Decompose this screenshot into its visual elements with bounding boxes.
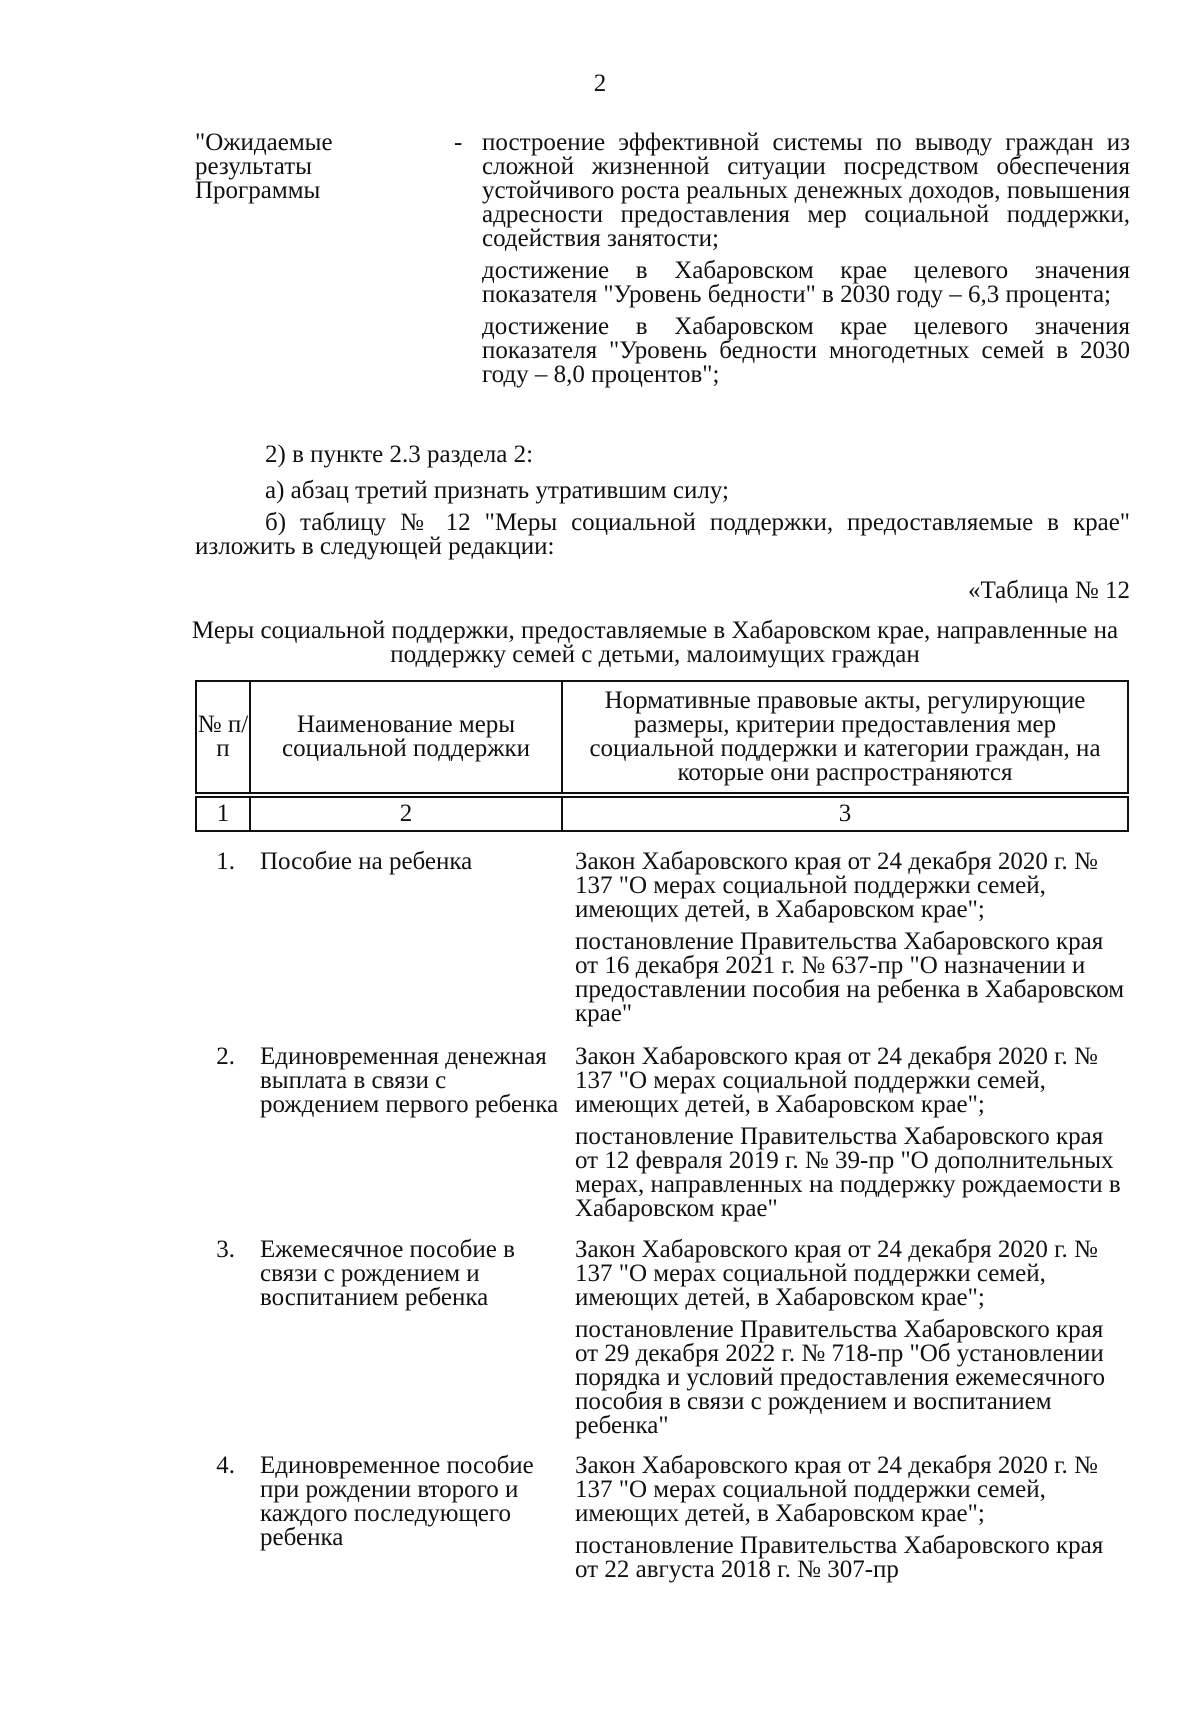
expected-results-dash: - — [454, 129, 463, 156]
expected-result-item: достижение в Хабаровском крае целевого значения показателя "Уровень бедности многодетных семей в 2030 году – 8,0 процентов"; — [482, 313, 1130, 388]
legal-act: Закон Хабаровского края от 24 декабря 2020 г. № 137 "О мерах социальной поддержки семей, имеющих детей, в Хабаровском крае"; — [575, 1452, 1098, 1527]
header-cell-number: № п/п — [197, 682, 251, 792]
table-header — [195, 680, 1129, 794]
expected-results-list — [482, 131, 1130, 395]
header-cell-measure-name: Наименование меры социальной поддержки — [251, 682, 563, 792]
legal-act: Закон Хабаровского края от 24 декабря 2020 г. № 137 "О мерах социальной поддержки семей, имеющих детей, в Хабаровском крае"; — [575, 848, 1098, 923]
legal-act: постановление Правительства Хабаровского края от 29 декабря 2022 г. № 718-пр "Об установлении порядка и условий предоставления ежемесячного пособия в связи с рождением и воспитанием ребенка" — [575, 1316, 1106, 1439]
amendment-sub-b: б) таблицу № 12 "Меры социальной поддержки, предоставляемые в крае" изложить в следующей редакции: — [195, 509, 1130, 560]
expected-result-item: достижение в Хабаровском крае целевого значения показателя "Уровень бедности" в 2030 году – 6,3 процента; — [482, 257, 1130, 308]
table-row-measure-name: Пособие на ребенка — [260, 848, 473, 875]
table-row-measure-name: Единовременная денежная выплата в связи с рождением первого ребенка — [260, 1043, 559, 1118]
table-row-legal-acts — [575, 1454, 1130, 1590]
table-row-legal-acts — [575, 850, 1130, 1034]
column-number-2: 2 — [251, 798, 563, 830]
table-title: Меры социальной поддержки, предоставляемые в Хабаровском крае, направленные на поддержку семей с детьми, малоимущих граждан — [191, 617, 1119, 668]
legal-act: постановление Правительства Хабаровского края от 12 февраля 2019 г. № 39-пр "О дополнительных мерах, направленных на поддержку рождаемости в Хабаровском крае" — [575, 1123, 1121, 1222]
legal-act: Закон Хабаровского края от 24 декабря 2020 г. № 137 "О мерах социальной поддержки семей, имеющих детей, в Хабаровском крае"; — [575, 1236, 1098, 1311]
expected-results-label: "Ожидаемые результаты Программы — [195, 129, 333, 204]
amendment-sub-a: а) абзац третий признать утратившим силу; — [265, 477, 729, 504]
table-column-numbers — [195, 796, 1129, 832]
legal-act: Закон Хабаровского края от 24 декабря 2020 г. № 137 "О мерах социальной поддержки семей, имеющих детей, в Хабаровском крае"; — [575, 1043, 1098, 1118]
table-row-number: 4. — [216, 1452, 235, 1479]
table-row-number: 2. — [216, 1043, 235, 1070]
legal-act: постановление Правительства Хабаровского края от 16 декабря 2021 г. № 637-пр "О назначении и предоставлении пособия на ребенка в Хабаровском крае" — [575, 928, 1125, 1027]
amendment-point: 2) в пункте 2.3 раздела 2: — [265, 441, 534, 468]
table-row-legal-acts — [575, 1238, 1130, 1446]
table-number-label: «Таблица № 12 — [967, 577, 1130, 604]
page-number: 2 — [593, 70, 607, 97]
expected-result-item: построение эффективной системы по выводу граждан из сложной жизненной ситуации посредством обеспечения устойчивого роста реальных денежных доходов, повышения адресности предоставления мер социальной поддержки, содействия занятости; — [482, 129, 1130, 252]
column-number-1: 1 — [197, 798, 251, 830]
table-row-number: 1. — [216, 848, 235, 875]
table-row-measure-name: Единовременное пособие при рождении второго и каждого последующего ребенка — [260, 1452, 534, 1551]
table-row-legal-acts — [575, 1045, 1130, 1229]
table-row-number: 3. — [216, 1236, 235, 1263]
legal-act: постановление Правительства Хабаровского края от 22 августа 2018 г. № 307-пр — [575, 1532, 1104, 1583]
column-number-3: 3 — [838, 800, 852, 827]
header-cell-legal-acts: Нормативные правовые акты, регулирующие размеры, критерии предоставления мер социальной поддержки и категории граждан, на которые они распространяются — [589, 687, 1101, 786]
table-row-measure-name: Ежемесячное пособие в связи с рождением и воспитанием ребенка — [260, 1236, 515, 1311]
